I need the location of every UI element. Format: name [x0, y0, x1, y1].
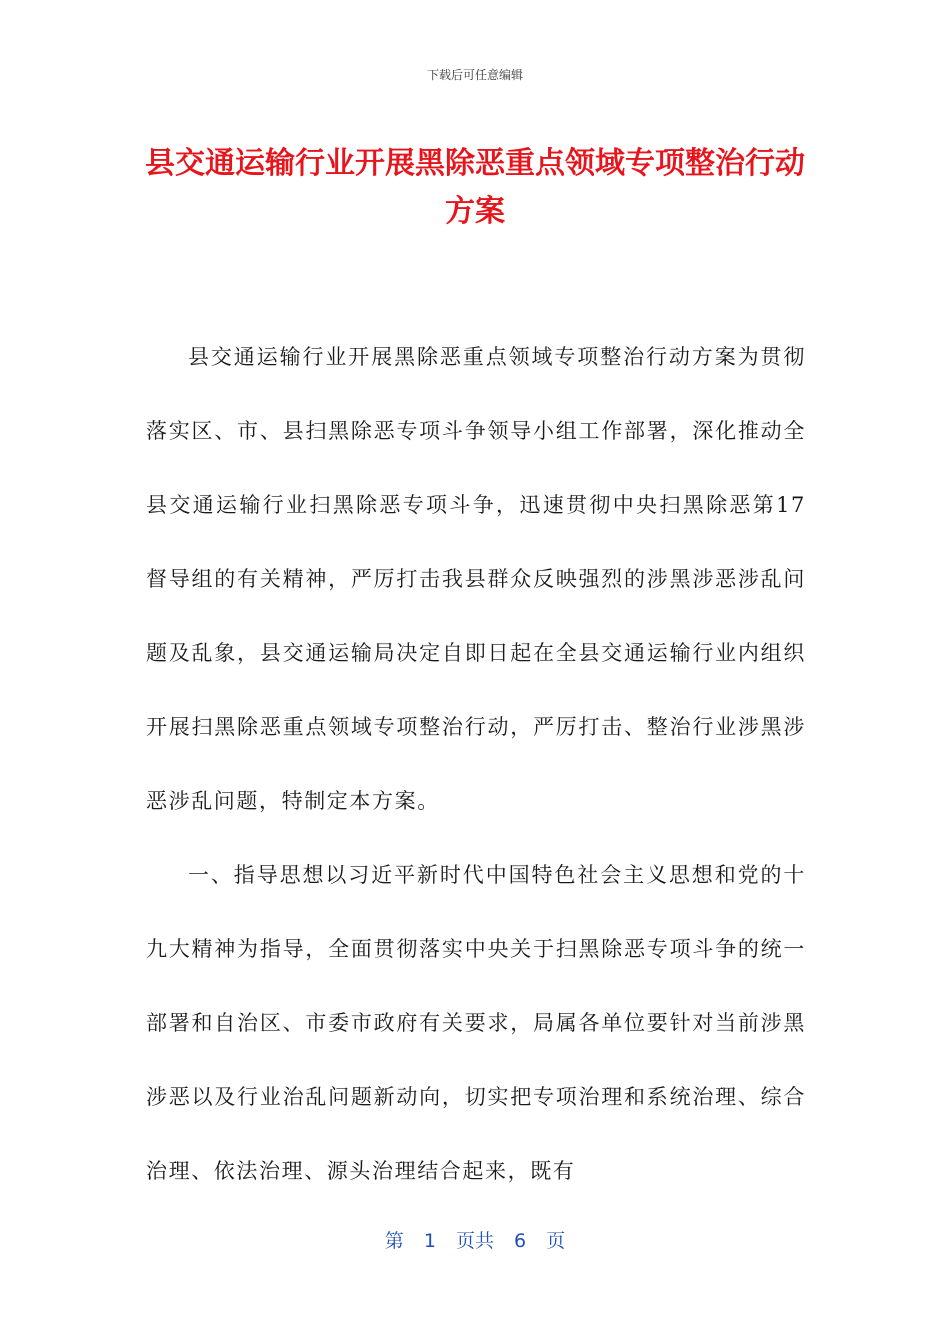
document-title: 县交通运输行业开展黑除恶重点领域专项整治行动方案 [145, 146, 805, 229]
page-suffix: 页 [546, 1230, 566, 1252]
page-middle: 页共 [455, 1230, 494, 1252]
document-body [146, 320, 806, 1208]
paragraph-guiding-ideology: 一、指导思想以习近平新时代中国特色社会主义思想和党的十九大精神为指导，全面贯彻落实中央关于扫黑除恶专项斗争的统一部署和自治区、市委市政府有关要求，局属各单位要针对当前涉黑涉恶以及行业治乱问题新动向，切实把专项治理和系统治理、综合治理、依法治理、源头治理结合起来，既有 [146, 863, 806, 1183]
page-total: 6 [514, 1230, 527, 1252]
page-current: 1 [423, 1230, 436, 1252]
header-note: 下载后可任意编辑 [426, 68, 523, 82]
page-footer [0, 1226, 950, 1253]
paragraph-intro: 县交通运输行业开展黑除恶重点领域专项整治行动方案为贯彻落实区、市、县扫黑除恶专项斗争领导小组工作部署，深化推动全县交通运输行业扫黑除恶专项斗争，迅速贯彻中央扫黑除恶第17督导组的有关精神，严厉打击我县群众反映强烈的涉黑涉恶涉乱问题及乱象，县交通运输局决定自即日起在全县交通运输行业内组织开展扫黑除恶重点领域专项整治行动，严厉打击、整治行业涉黑涉恶涉乱问题，特制定本方案。 [146, 345, 806, 813]
page-prefix: 第 [384, 1230, 404, 1252]
